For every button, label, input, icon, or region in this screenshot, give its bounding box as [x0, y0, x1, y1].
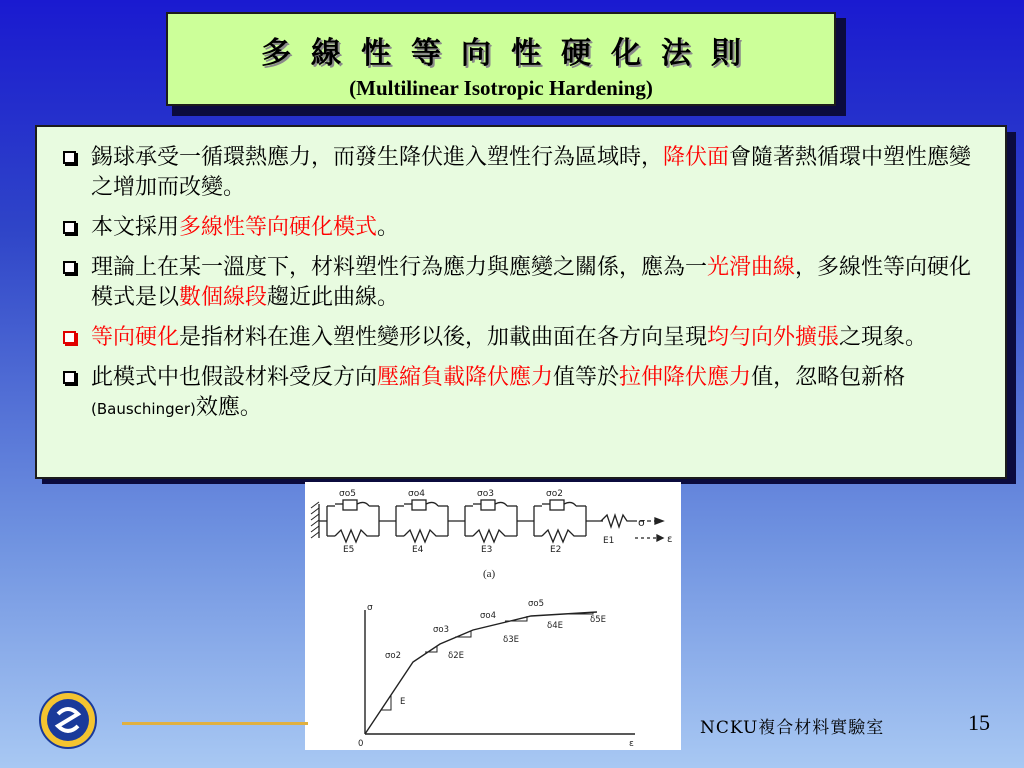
page-number: 15: [968, 710, 990, 735]
curve-label-e: E: [400, 697, 406, 707]
bullet-item: [59, 213, 983, 243]
spring-slider-element: [327, 500, 396, 542]
highlight-text: 多線性等向硬化模式: [179, 215, 378, 240]
plot-y-axis-label: σ: [367, 603, 373, 613]
bullet-item: [59, 143, 983, 203]
checkbox-bullet-icon: [63, 371, 76, 384]
university-logo: [38, 690, 98, 750]
spring-label: E5: [343, 545, 355, 555]
bullet-text: (Bauschinger): [91, 400, 196, 418]
sigma-arrow-label: σ: [638, 516, 645, 529]
bullet-text: 此模式中也假設材料受反方向: [91, 365, 378, 390]
bullet-text: 錫球承受一循環熱應力，而發生降伏進入塑性行為區域時，: [91, 145, 664, 170]
checkbox-bullet-icon: [63, 221, 76, 234]
highlight-text: 數個線段: [179, 285, 268, 310]
bullet-text: 是指材料在進入塑性變形以後，加載曲面在各方向呈現: [179, 325, 708, 350]
slider-label: σo3: [477, 489, 494, 499]
highlight-text: 均勻向外擴張: [707, 325, 840, 350]
curve-label-so4: σo4: [480, 611, 496, 621]
checkbox-bullet-icon: [63, 261, 76, 274]
checkbox-bullet-icon: [63, 151, 76, 164]
spring-label: E4: [412, 545, 424, 555]
footer-line: [122, 722, 308, 725]
plot-origin-label: 0: [358, 739, 364, 749]
bullet-text: 值，忽略包新格: [751, 365, 906, 390]
slide-subtitle: (Multilinear Isotropic Hardening): [349, 76, 653, 100]
hardening-diagram: [305, 482, 681, 750]
spring-label: E3: [481, 545, 493, 555]
stress-strain-plot: [365, 610, 635, 734]
bullet-item: [59, 323, 983, 353]
bullet-text: 理論上在某一溫度下，材料塑性行為應力與應變之關係，應為一: [91, 255, 708, 280]
bullet-text: 值等於: [553, 365, 620, 390]
highlight-text: 拉伸降伏應力: [619, 365, 752, 390]
bullet-text: ，多線性等向硬化模式是以: [91, 255, 972, 310]
epsilon-arrow-label: ε: [667, 534, 673, 545]
spring-slider-element: [396, 500, 465, 542]
spring-slider-element: [534, 500, 603, 542]
curve-label-so2: σo2: [385, 651, 401, 661]
bullet-item: [59, 363, 983, 424]
curve-label-so5: σo5: [528, 599, 544, 609]
lab-name: NCKU複合材料實驗室: [700, 718, 885, 738]
bullet-list: [59, 143, 983, 424]
highlight-text: 光滑曲線: [707, 255, 796, 280]
title-box: [166, 12, 836, 106]
bullet-text: 會隨著熱循環中塑性應變之增加而改變。: [91, 145, 972, 200]
highlight-text: 等向硬化: [91, 325, 180, 350]
content-box: [35, 125, 1007, 479]
slide-title: 多線性等向性硬化法則: [261, 36, 761, 71]
bullet-text: 本文採用: [91, 215, 180, 240]
curve-label-so3: σo3: [433, 625, 449, 635]
slider-label: σo2: [546, 489, 563, 499]
spring-label-e1: E1: [603, 536, 615, 546]
bullet-text: 。: [377, 215, 400, 240]
bullet-text: 趨近此曲線。: [267, 285, 400, 310]
figure-caption: (a): [483, 568, 496, 580]
curve-label-d3e: δ3E: [503, 635, 519, 645]
curve-label-d5e: δ5E: [590, 615, 606, 625]
curve-label-d4e: δ4E: [547, 621, 563, 631]
plot-x-axis-label: ε: [629, 739, 634, 749]
curve-label-d2e: δ2E: [448, 651, 464, 661]
highlight-text: 壓縮負載降伏應力: [377, 365, 554, 390]
bullet-text: 效應。: [195, 395, 262, 420]
slider-label: σo5: [339, 489, 356, 499]
bullet-text: 之現象。: [839, 325, 928, 350]
figure-image: [305, 482, 681, 750]
slider-label: σo4: [408, 489, 425, 499]
highlight-text: 降伏面: [663, 145, 730, 170]
checkbox-bullet-icon: [63, 331, 76, 344]
bullet-item: [59, 253, 983, 313]
spring-label: E2: [550, 545, 562, 555]
spring-slider-element: [465, 500, 534, 542]
